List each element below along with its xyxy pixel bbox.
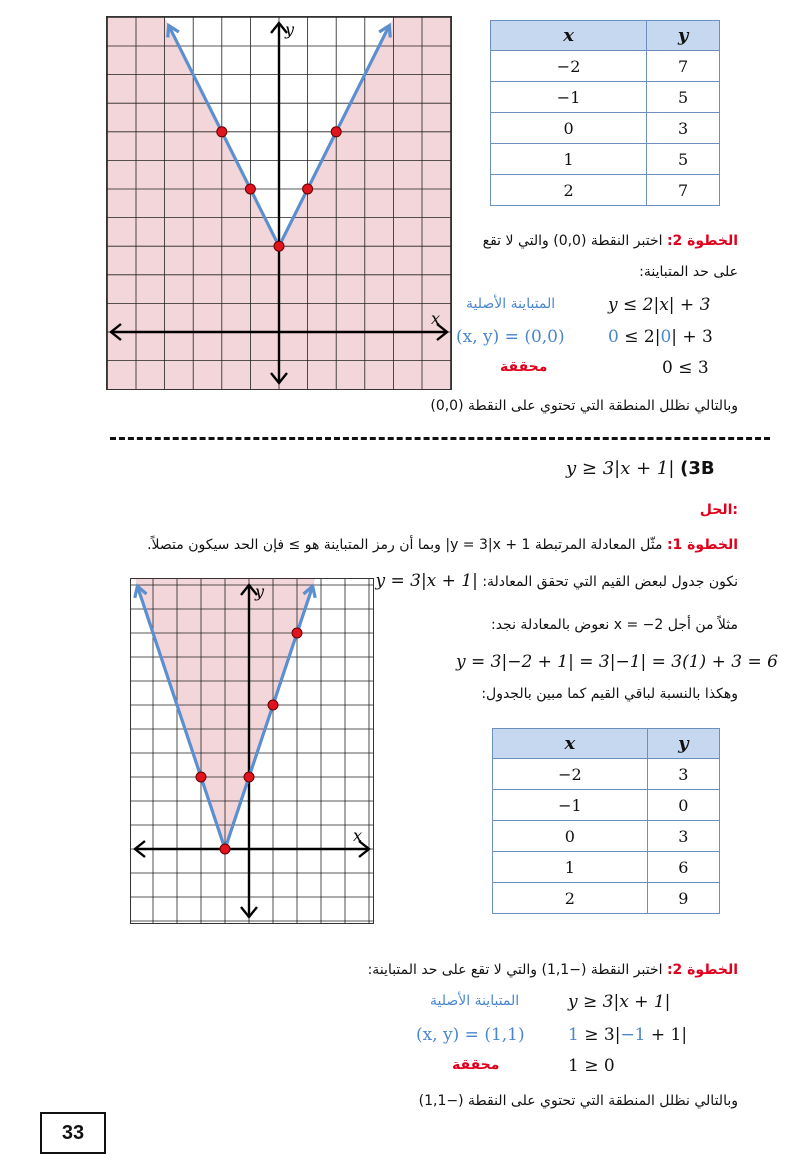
part1-conclusion: وبالتالي نظلل المنطقة التي تحتوي على النقطة (0,0) bbox=[430, 398, 738, 414]
problem-math: y ≥ 3|x + 1| bbox=[566, 458, 675, 479]
sub-value: −1 bbox=[620, 1025, 646, 1045]
part1-step2 bbox=[398, 233, 738, 249]
y-axis-label: y bbox=[285, 20, 295, 39]
table-point bbox=[245, 184, 255, 194]
part1-point-label: (x, y) = (0,0) bbox=[456, 327, 565, 347]
table-point bbox=[196, 772, 206, 782]
sub-text: ≤ 2| bbox=[618, 327, 661, 347]
table-cell: 3 bbox=[647, 113, 720, 144]
part1-step2-line2: على حد المتباينة: bbox=[639, 264, 738, 280]
table-point bbox=[217, 127, 227, 137]
part2-conclusion: وبالتالي نظلل المنطقة التي تحتوي على النقطة (−1,1) bbox=[418, 1093, 738, 1109]
part1-satisfied: محققة bbox=[500, 359, 548, 375]
table-point bbox=[292, 628, 302, 638]
step-label: الخطوة 1: bbox=[666, 537, 738, 553]
table-row bbox=[491, 82, 720, 113]
table-point bbox=[331, 127, 341, 137]
sub-value: 1 bbox=[568, 1025, 579, 1045]
table-row bbox=[493, 883, 720, 914]
table-row bbox=[493, 852, 720, 883]
part2-sub-math bbox=[568, 1025, 687, 1045]
table-cell: −2 bbox=[491, 51, 647, 82]
page-number: 33 bbox=[40, 1112, 106, 1154]
intro-math: y = 3|x + 1| bbox=[375, 571, 478, 591]
table-header-y: y bbox=[647, 21, 720, 51]
part2-point-label: (x, y) = (1,1) bbox=[416, 1025, 525, 1045]
step-label: الخطوة 2: bbox=[666, 233, 738, 249]
table-cell: 1 bbox=[493, 852, 648, 883]
part2-satisfied: محققة bbox=[452, 1057, 500, 1073]
part2-orig-label: المتباينة الأصلية bbox=[430, 993, 520, 1009]
table-header-y: y bbox=[647, 729, 719, 759]
table-cell: 0 bbox=[647, 790, 719, 821]
table-cell: −1 bbox=[491, 82, 647, 113]
table-cell: 1 bbox=[491, 144, 647, 175]
intro-text: نكون جدول لبعض القيم التي تحقق المعادلة: bbox=[482, 574, 738, 590]
solution-label: الحل: bbox=[699, 502, 738, 518]
graph-1-canvas bbox=[107, 17, 451, 389]
table-row bbox=[493, 759, 720, 790]
table-row bbox=[493, 790, 720, 821]
graph-1 bbox=[106, 16, 452, 390]
table-cell: 9 bbox=[647, 883, 719, 914]
graph-2-canvas bbox=[131, 579, 373, 923]
part2-rest-text: وهكذا بالنسبة لباقي القيم كما مبين بالجدول: bbox=[481, 686, 738, 702]
sub-value: 0 bbox=[608, 327, 619, 347]
sub-text: ≥ 3| bbox=[578, 1025, 621, 1045]
table-cell: 0 bbox=[491, 113, 647, 144]
value-table-2 bbox=[492, 728, 720, 914]
sub-text: + 1| bbox=[645, 1025, 688, 1045]
step-text: اختبر النقطة (−1,1) والتي لا تقع على حد المتباينة: bbox=[367, 962, 667, 978]
table-cell: 6 bbox=[647, 852, 719, 883]
problem-label: (3B bbox=[680, 458, 715, 479]
table-point bbox=[303, 184, 313, 194]
table-cell: 3 bbox=[647, 821, 719, 852]
table-row bbox=[493, 821, 720, 852]
table-header-x: x bbox=[491, 21, 647, 51]
table-header-x: x bbox=[493, 729, 648, 759]
table-header-row bbox=[491, 21, 720, 51]
part2-problem bbox=[566, 458, 715, 479]
table-cell: 7 bbox=[647, 51, 720, 82]
table-cell: −2 bbox=[493, 759, 648, 790]
step-label: الخطوة 2: bbox=[666, 962, 738, 978]
table-row bbox=[491, 113, 720, 144]
part2-example-math: y = 3|−2 + 1| = 3|−1| = 3(1) + 3 = 6 bbox=[456, 652, 778, 672]
part1-orig-math: y ≤ 2|x| + 3 bbox=[608, 295, 711, 315]
table-cell: 5 bbox=[647, 82, 720, 113]
part2-orig-math: y ≥ 3|x + 1| bbox=[568, 992, 671, 1012]
part1-orig-label: المتباينة الأصلية bbox=[466, 296, 556, 312]
table-cell: 3 bbox=[647, 759, 719, 790]
y-axis-label: y bbox=[255, 582, 265, 601]
part2-example-intro: مثلاً من أجل x = −2 نعوض بالمعادلة نجد: bbox=[490, 617, 738, 633]
step-text: اختبر النقطة (0,0) والتي لا تقع bbox=[482, 233, 667, 249]
table-row bbox=[491, 175, 720, 206]
x-axis-label: x bbox=[431, 309, 441, 328]
table-cell: −1 bbox=[493, 790, 648, 821]
section-divider bbox=[110, 437, 770, 440]
graph-2 bbox=[130, 578, 374, 924]
sub-text: | + 3 bbox=[671, 327, 713, 347]
sub-value: 0 bbox=[660, 327, 672, 347]
table-header-row bbox=[493, 729, 720, 759]
table-row bbox=[491, 51, 720, 82]
part2-step2 bbox=[138, 962, 738, 978]
step-text: مثّل المعادلة المرتبطة y = 3|x + 1| وبما أن رمز المتباينة هو ≥ فإن الحد سيكون متصلاً. bbox=[147, 537, 667, 553]
part1-sub-math bbox=[608, 327, 713, 347]
part1-result: 0 ≤ 3 bbox=[662, 358, 709, 378]
table-point bbox=[220, 844, 230, 854]
table-row bbox=[491, 144, 720, 175]
table-cell: 5 bbox=[647, 144, 720, 175]
table-cell: 0 bbox=[493, 821, 648, 852]
table-cell: 2 bbox=[493, 883, 648, 914]
table-cell: 7 bbox=[647, 175, 720, 206]
value-table-1 bbox=[490, 20, 720, 206]
table-cell: 2 bbox=[491, 175, 647, 206]
part2-result: 1 ≥ 0 bbox=[568, 1056, 615, 1076]
x-axis-label: x bbox=[353, 826, 363, 845]
part2-step1 bbox=[18, 537, 738, 553]
table-point bbox=[274, 241, 284, 251]
table-point bbox=[268, 700, 278, 710]
table-point bbox=[244, 772, 254, 782]
